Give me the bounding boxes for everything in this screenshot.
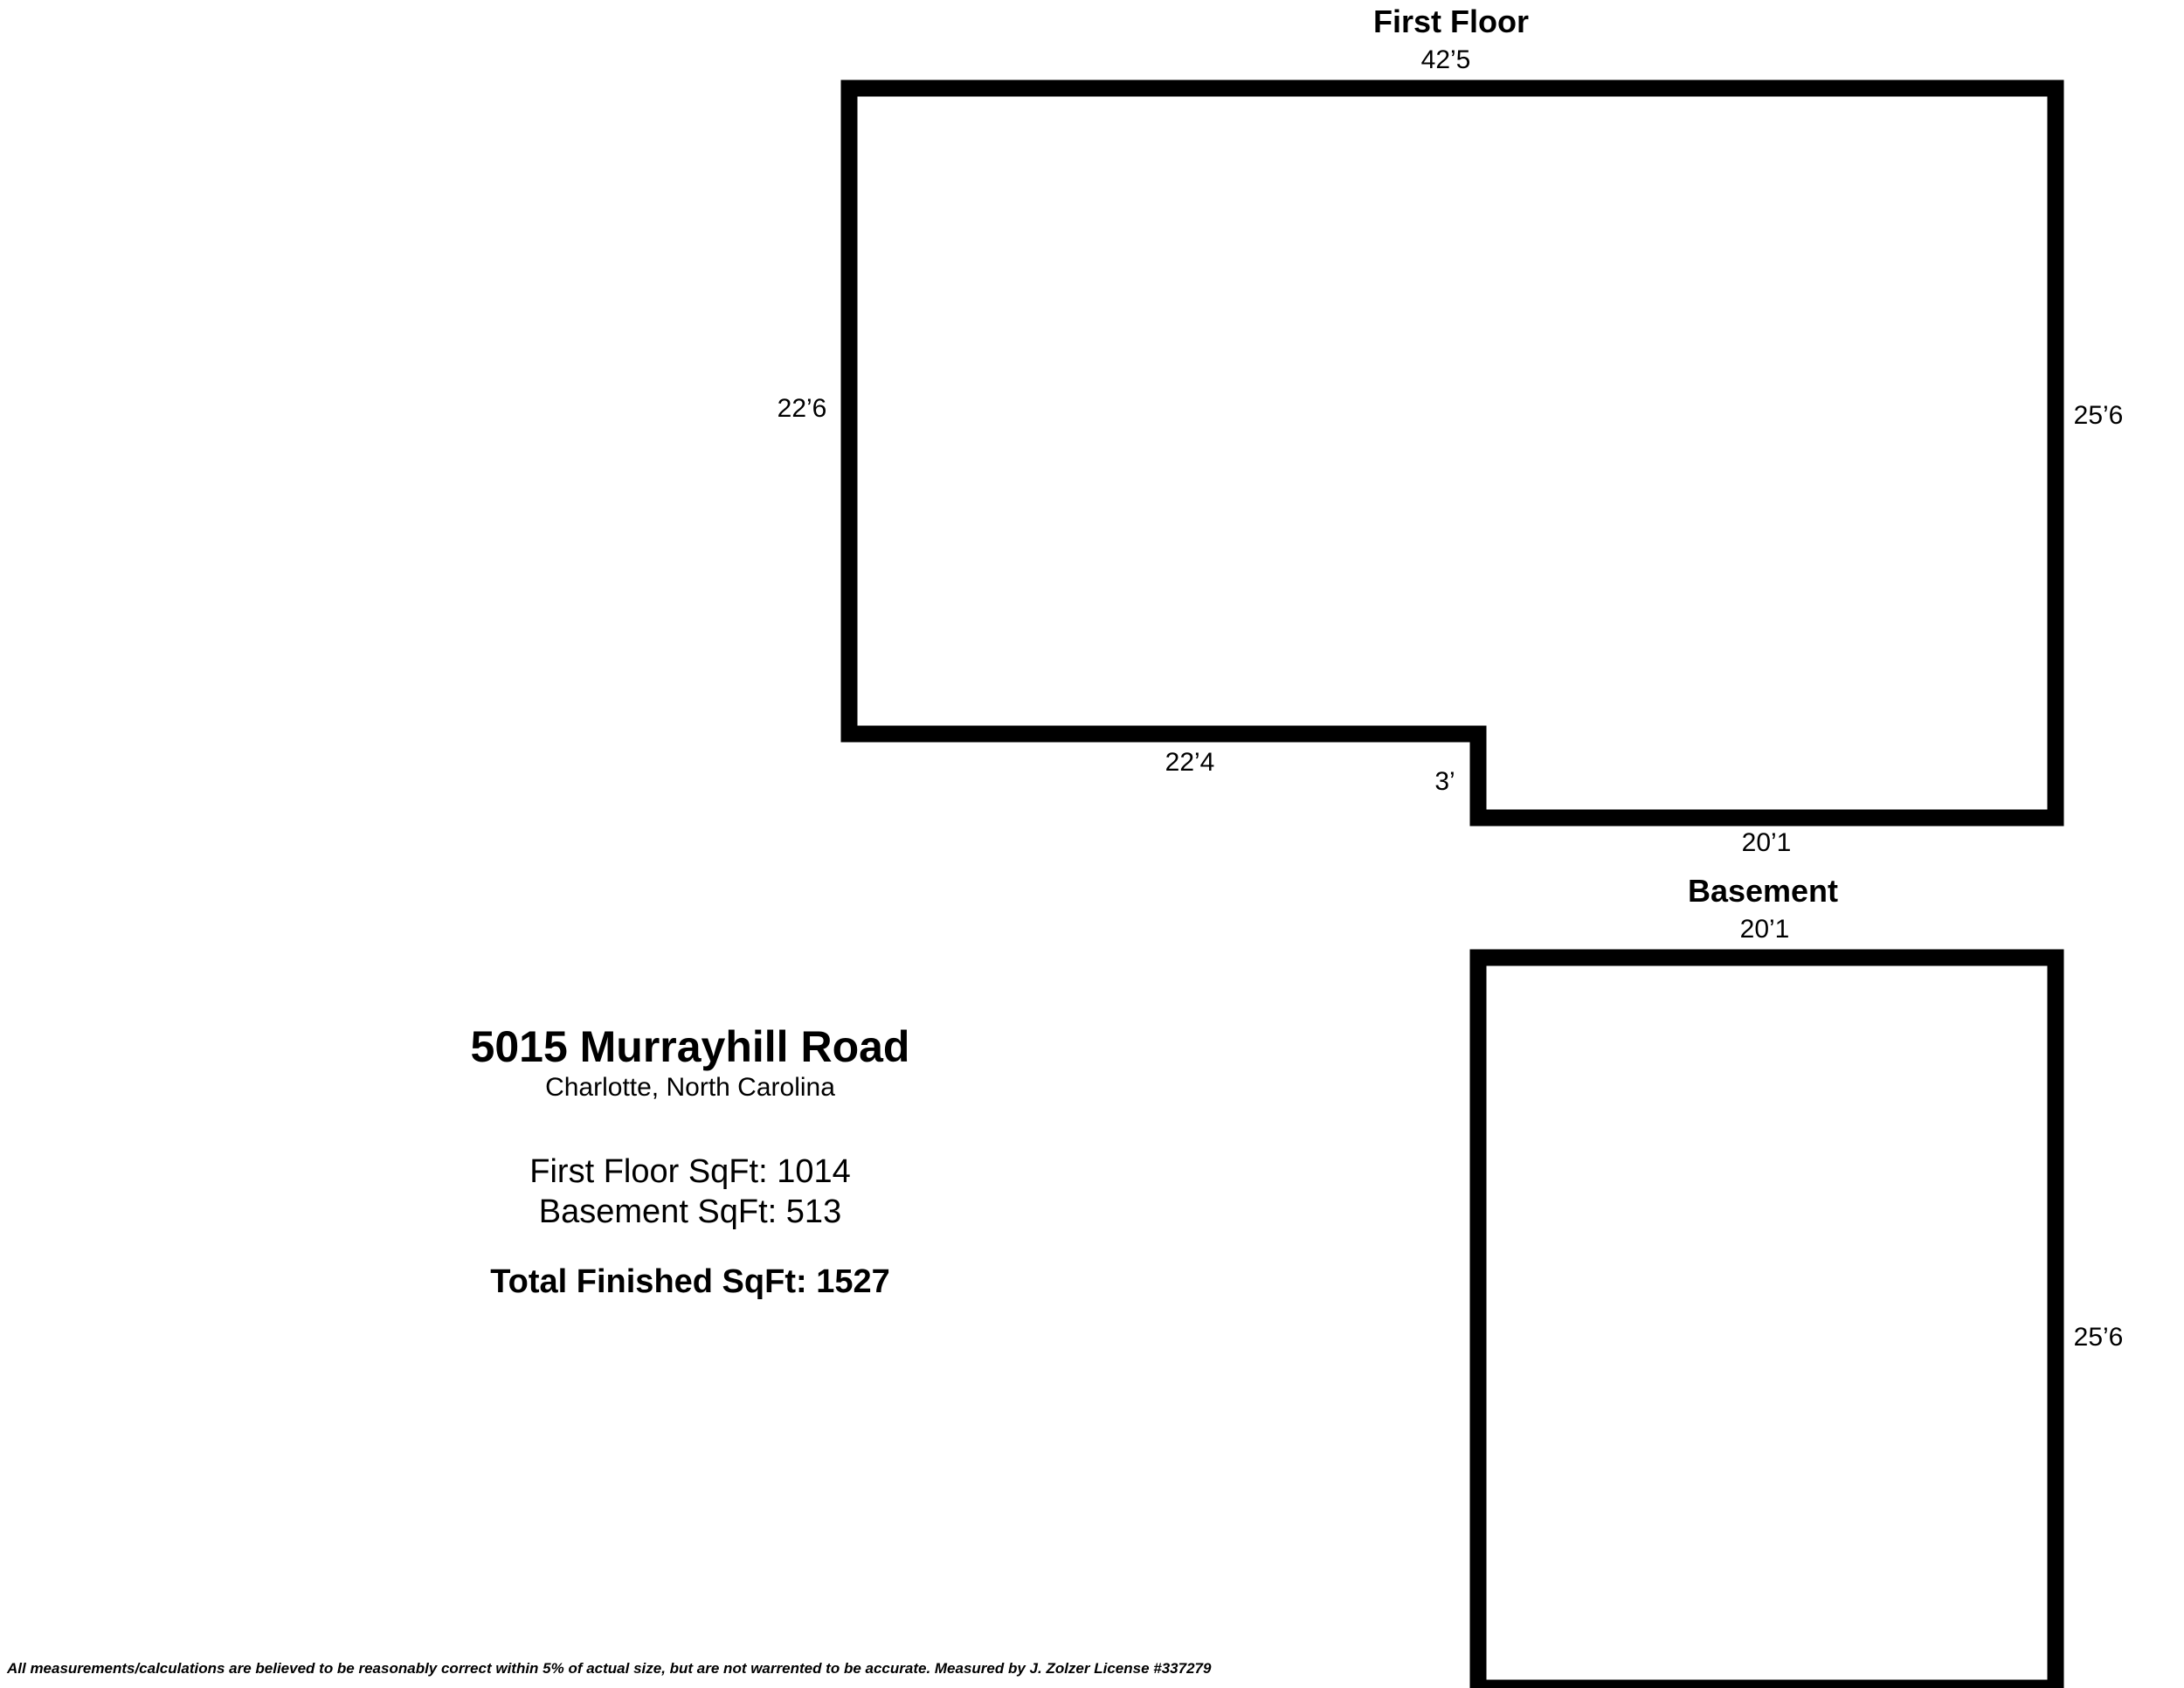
basement-top-dimension: 20’1	[1739, 915, 1790, 944]
sqft-summary	[376, 1152, 1005, 1232]
first-floor-bottom-left-dimension: 22’4	[1165, 748, 1215, 777]
first-floor-bottom-right-dimension: 20’1	[1741, 828, 1792, 857]
property-info	[376, 1020, 1005, 1302]
first-floor-sqft: First Floor SqFt: 1014	[529, 1153, 851, 1190]
property-address: 5015 Murrayhill Road	[470, 1022, 910, 1071]
first-floor-outline	[849, 88, 2056, 818]
basement-title: Basement	[1687, 873, 1839, 909]
basement-sqft: Basement SqFt: 513	[538, 1193, 842, 1230]
first-floor-title: First Floor	[1373, 3, 1529, 39]
basement-right-dimension: 25’6	[2073, 1323, 2124, 1352]
total-finished-sqft: Total Finished SqFt: 1527	[490, 1263, 890, 1300]
first-floor-top-dimension: 42’5	[1420, 45, 1471, 74]
first-floor-step-dimension: 3’	[1434, 767, 1455, 796]
measurement-disclaimer: All measurements/calculations are believed to be reasonably correct within 5% of actual size, but are not warrented to be accurate. Measured by J. Zolzer License #337279	[7, 1660, 1212, 1677]
basement-outline	[1478, 958, 2056, 1688]
first-floor-left-dimension: 22’6	[777, 394, 827, 423]
property-city: Charlotte, North Carolina	[545, 1073, 835, 1102]
first-floor-right-dimension: 25’6	[2073, 401, 2124, 430]
